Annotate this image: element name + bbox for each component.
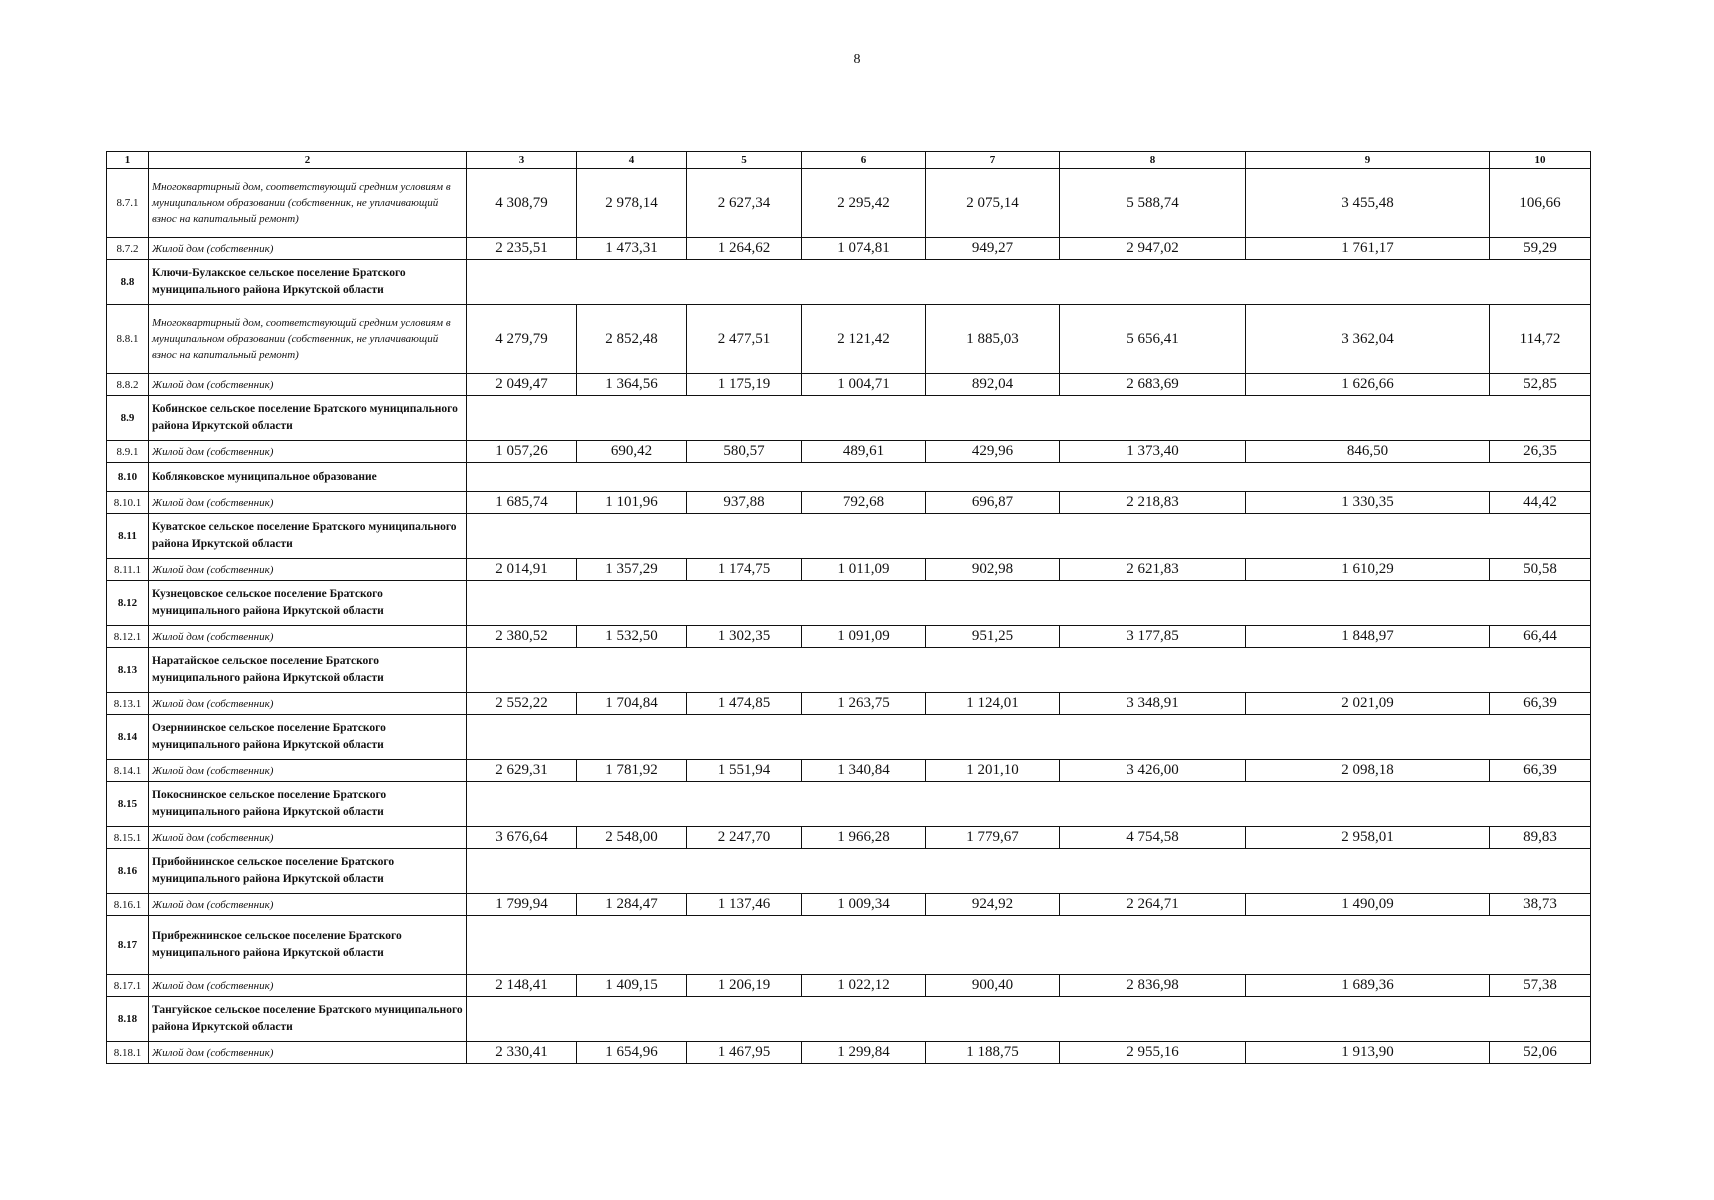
- value-cell-col-4: 1 364,56: [577, 374, 687, 396]
- value-cell-col-4: 1 532,50: [577, 626, 687, 648]
- table-row: [107, 693, 1591, 715]
- row-code: 8.18.1: [107, 1042, 149, 1064]
- municipality-fill: [467, 514, 1591, 559]
- row-code: 8.14: [107, 715, 149, 760]
- table-row: [107, 1042, 1591, 1064]
- value-cell-col-9: 2 958,01: [1246, 827, 1490, 849]
- value-cell-col-8: 5 588,74: [1060, 169, 1246, 238]
- value-cell-col-3: 2 380,52: [467, 626, 577, 648]
- value-cell-col-9: 2 098,18: [1246, 760, 1490, 782]
- tariff-table-container: [106, 151, 1590, 1064]
- row-description: Жилой дом (собственник): [149, 492, 467, 514]
- table-row: [107, 827, 1591, 849]
- value-cell-col-3: 3 676,64: [467, 827, 577, 849]
- value-cell-col-5: 1 474,85: [687, 693, 802, 715]
- header-cell-6: 6: [802, 152, 926, 169]
- value-cell-col-3: 2 148,41: [467, 975, 577, 997]
- value-cell-col-5: 1 264,62: [687, 238, 802, 260]
- header-cell-8: 8: [1060, 152, 1246, 169]
- value-cell-col-8: 2 947,02: [1060, 238, 1246, 260]
- value-cell-col-6: 1 091,09: [802, 626, 926, 648]
- row-description: Жилой дом (собственник): [149, 827, 467, 849]
- row-code: 8.16: [107, 849, 149, 894]
- municipality-name: Озерниинское сельское поселение Братского муниципального района Иркутской области: [149, 715, 467, 760]
- value-cell-col-9: 846,50: [1246, 441, 1490, 463]
- municipality-row: [107, 997, 1591, 1042]
- municipality-row: [107, 916, 1591, 975]
- row-code: 8.8.1: [107, 305, 149, 374]
- value-cell-col-4: 1 781,92: [577, 760, 687, 782]
- table-row: [107, 626, 1591, 648]
- value-cell-col-9: 3 455,48: [1246, 169, 1490, 238]
- row-code: 8.8: [107, 260, 149, 305]
- value-cell-col-3: 2 049,47: [467, 374, 577, 396]
- row-description: Многоквартирный дом, соответствующий средним условиям в муниципальном образовании (собственник, не уплачивающий взнос на капитальный ремонт): [149, 305, 467, 374]
- value-cell-col-3: 1 799,94: [467, 894, 577, 916]
- value-cell-col-3: 2 330,41: [467, 1042, 577, 1064]
- value-cell-col-4: 2 978,14: [577, 169, 687, 238]
- value-cell-col-5: 1 137,46: [687, 894, 802, 916]
- municipality-row: [107, 396, 1591, 441]
- row-code: 8.9: [107, 396, 149, 441]
- municipality-row: [107, 782, 1591, 827]
- header-row: [107, 152, 1591, 169]
- municipality-fill: [467, 463, 1591, 492]
- value-cell-col-10: 52,85: [1490, 374, 1591, 396]
- value-cell-col-10: 114,72: [1490, 305, 1591, 374]
- value-cell-col-9: 1 626,66: [1246, 374, 1490, 396]
- value-cell-col-6: 2 121,42: [802, 305, 926, 374]
- table-row: [107, 238, 1591, 260]
- value-cell-col-5: 937,88: [687, 492, 802, 514]
- value-cell-col-7: 1 201,10: [926, 760, 1060, 782]
- row-code: 8.15: [107, 782, 149, 827]
- value-cell-col-6: 1 299,84: [802, 1042, 926, 1064]
- header-cell-9: 9: [1246, 152, 1490, 169]
- value-cell-col-8: 2 955,16: [1060, 1042, 1246, 1064]
- municipality-name: Кузнецовское сельское поселение Братского муниципального района Иркутской области: [149, 581, 467, 626]
- value-cell-col-9: 1 913,90: [1246, 1042, 1490, 1064]
- value-cell-col-8: 2 683,69: [1060, 374, 1246, 396]
- municipality-name: Куватское сельское поселение Братского муниципального района Иркутской области: [149, 514, 467, 559]
- value-cell-col-4: 2 852,48: [577, 305, 687, 374]
- row-code: 8.18: [107, 997, 149, 1042]
- value-cell-col-7: 1 188,75: [926, 1042, 1060, 1064]
- row-code: 8.16.1: [107, 894, 149, 916]
- municipality-fill: [467, 715, 1591, 760]
- row-code: 8.13: [107, 648, 149, 693]
- row-description: Жилой дом (собственник): [149, 693, 467, 715]
- value-cell-col-3: 4 308,79: [467, 169, 577, 238]
- value-cell-col-4: 1 704,84: [577, 693, 687, 715]
- row-description: Жилой дом (собственник): [149, 374, 467, 396]
- value-cell-col-5: 1 467,95: [687, 1042, 802, 1064]
- table-body: [107, 152, 1591, 1064]
- municipality-fill: [467, 997, 1591, 1042]
- header-cell-3: 3: [467, 152, 577, 169]
- value-cell-col-6: 1 022,12: [802, 975, 926, 997]
- header-cell-2: 2: [149, 152, 467, 169]
- value-cell-col-6: 1 011,09: [802, 559, 926, 581]
- table-row: [107, 441, 1591, 463]
- value-cell-col-8: 2 621,83: [1060, 559, 1246, 581]
- value-cell-col-8: 1 373,40: [1060, 441, 1246, 463]
- municipality-name: Кобинское сельское поселение Братского муниципального района Иркутской области: [149, 396, 467, 441]
- municipality-row: [107, 260, 1591, 305]
- municipality-name: Прибрежнинское сельское поселение Братского муниципального района Иркутской области: [149, 916, 467, 975]
- row-description: Жилой дом (собственник): [149, 1042, 467, 1064]
- tariff-table: [106, 151, 1591, 1064]
- value-cell-col-10: 44,42: [1490, 492, 1591, 514]
- row-description: Жилой дом (собственник): [149, 441, 467, 463]
- value-cell-col-5: 1 174,75: [687, 559, 802, 581]
- municipality-row: [107, 715, 1591, 760]
- row-code: 8.10: [107, 463, 149, 492]
- value-cell-col-7: 924,92: [926, 894, 1060, 916]
- value-cell-col-7: 900,40: [926, 975, 1060, 997]
- row-code: 8.7.2: [107, 238, 149, 260]
- value-cell-col-5: 1 175,19: [687, 374, 802, 396]
- municipality-fill: [467, 396, 1591, 441]
- value-cell-col-9: 3 362,04: [1246, 305, 1490, 374]
- value-cell-col-10: 57,38: [1490, 975, 1591, 997]
- value-cell-col-8: 4 754,58: [1060, 827, 1246, 849]
- municipality-fill: [467, 916, 1591, 975]
- municipality-fill: [467, 581, 1591, 626]
- value-cell-col-10: 66,39: [1490, 760, 1591, 782]
- value-cell-col-10: 59,29: [1490, 238, 1591, 260]
- value-cell-col-5: 2 247,70: [687, 827, 802, 849]
- row-description: Жилой дом (собственник): [149, 559, 467, 581]
- value-cell-col-3: 2 629,31: [467, 760, 577, 782]
- value-cell-col-4: 2 548,00: [577, 827, 687, 849]
- value-cell-col-6: 2 295,42: [802, 169, 926, 238]
- municipality-fill: [467, 782, 1591, 827]
- table-row: [107, 374, 1591, 396]
- header-cell-10: 10: [1490, 152, 1591, 169]
- value-cell-col-7: 1 885,03: [926, 305, 1060, 374]
- value-cell-col-9: 1 761,17: [1246, 238, 1490, 260]
- municipality-row: [107, 514, 1591, 559]
- value-cell-col-4: 1 473,31: [577, 238, 687, 260]
- value-cell-col-8: 2 264,71: [1060, 894, 1246, 916]
- row-code: 8.14.1: [107, 760, 149, 782]
- municipality-name: Ключи-Булакское сельское поселение Братского муниципального района Иркутской области: [149, 260, 467, 305]
- value-cell-col-5: 2 627,34: [687, 169, 802, 238]
- municipality-name: Покоснинское сельское поселение Братского муниципального района Иркутской области: [149, 782, 467, 827]
- value-cell-col-9: 1 848,97: [1246, 626, 1490, 648]
- table-row: [107, 760, 1591, 782]
- header-cell-5: 5: [687, 152, 802, 169]
- value-cell-col-7: 429,96: [926, 441, 1060, 463]
- value-cell-col-10: 106,66: [1490, 169, 1591, 238]
- value-cell-col-6: 1 263,75: [802, 693, 926, 715]
- value-cell-col-9: 1 490,09: [1246, 894, 1490, 916]
- value-cell-col-9: 1 689,36: [1246, 975, 1490, 997]
- page-number: 8: [853, 52, 861, 67]
- value-cell-col-3: 2 235,51: [467, 238, 577, 260]
- value-cell-col-6: 1 009,34: [802, 894, 926, 916]
- value-cell-col-5: 2 477,51: [687, 305, 802, 374]
- value-cell-col-5: 1 302,35: [687, 626, 802, 648]
- value-cell-col-6: 792,68: [802, 492, 926, 514]
- value-cell-col-7: 951,25: [926, 626, 1060, 648]
- value-cell-col-8: 3 348,91: [1060, 693, 1246, 715]
- value-cell-col-6: 1 074,81: [802, 238, 926, 260]
- value-cell-col-9: 1 330,35: [1246, 492, 1490, 514]
- table-row: [107, 305, 1591, 374]
- municipality-fill: [467, 849, 1591, 894]
- value-cell-col-3: 2 552,22: [467, 693, 577, 715]
- row-code: 8.11.1: [107, 559, 149, 581]
- municipality-row: [107, 463, 1591, 492]
- value-cell-col-5: 580,57: [687, 441, 802, 463]
- row-code: 8.7.1: [107, 169, 149, 238]
- row-code: 8.13.1: [107, 693, 149, 715]
- value-cell-col-4: 690,42: [577, 441, 687, 463]
- row-code: 8.8.2: [107, 374, 149, 396]
- row-description: Многоквартирный дом, соответствующий средним условиям в муниципальном образовании (собственник, не уплачивающий взнос на капитальный ремонт): [149, 169, 467, 238]
- value-cell-col-8: 3 177,85: [1060, 626, 1246, 648]
- row-description: Жилой дом (собственник): [149, 760, 467, 782]
- value-cell-col-10: 50,58: [1490, 559, 1591, 581]
- row-code: 8.12: [107, 581, 149, 626]
- row-code: 8.9.1: [107, 441, 149, 463]
- row-code: 8.15.1: [107, 827, 149, 849]
- row-code: 8.17: [107, 916, 149, 975]
- value-cell-col-7: 2 075,14: [926, 169, 1060, 238]
- value-cell-col-7: 949,27: [926, 238, 1060, 260]
- row-code: 8.11: [107, 514, 149, 559]
- municipality-name: Прибойнинское сельское поселение Братского муниципального района Иркутской области: [149, 849, 467, 894]
- municipality-name: Кобляковское муниципальное образование: [149, 463, 467, 492]
- row-description: Жилой дом (собственник): [149, 238, 467, 260]
- value-cell-col-5: 1 551,94: [687, 760, 802, 782]
- value-cell-col-7: 696,87: [926, 492, 1060, 514]
- value-cell-col-4: 1 357,29: [577, 559, 687, 581]
- value-cell-col-10: 66,44: [1490, 626, 1591, 648]
- row-code: 8.17.1: [107, 975, 149, 997]
- value-cell-col-10: 38,73: [1490, 894, 1591, 916]
- table-row: [107, 559, 1591, 581]
- municipality-row: [107, 581, 1591, 626]
- municipality-fill: [467, 648, 1591, 693]
- value-cell-col-8: 2 218,83: [1060, 492, 1246, 514]
- table-row: [107, 169, 1591, 238]
- value-cell-col-10: 26,35: [1490, 441, 1591, 463]
- value-cell-col-3: 1 057,26: [467, 441, 577, 463]
- value-cell-col-7: 1 779,67: [926, 827, 1060, 849]
- value-cell-col-4: 1 101,96: [577, 492, 687, 514]
- value-cell-col-6: 1 004,71: [802, 374, 926, 396]
- value-cell-col-10: 89,83: [1490, 827, 1591, 849]
- value-cell-col-10: 66,39: [1490, 693, 1591, 715]
- municipality-name: Тангуйское сельское поселение Братского муниципального района Иркутской области: [149, 997, 467, 1042]
- value-cell-col-6: 1 966,28: [802, 827, 926, 849]
- value-cell-col-8: 5 656,41: [1060, 305, 1246, 374]
- value-cell-col-8: 3 426,00: [1060, 760, 1246, 782]
- value-cell-col-9: 1 610,29: [1246, 559, 1490, 581]
- value-cell-col-4: 1 284,47: [577, 894, 687, 916]
- header-cell-1: 1: [107, 152, 149, 169]
- value-cell-col-9: 2 021,09: [1246, 693, 1490, 715]
- value-cell-col-5: 1 206,19: [687, 975, 802, 997]
- value-cell-col-4: 1 654,96: [577, 1042, 687, 1064]
- value-cell-col-6: 1 340,84: [802, 760, 926, 782]
- row-description: Жилой дом (собственник): [149, 975, 467, 997]
- value-cell-col-4: 1 409,15: [577, 975, 687, 997]
- value-cell-col-8: 2 836,98: [1060, 975, 1246, 997]
- table-row: [107, 894, 1591, 916]
- municipality-name: Наратайское сельское поселение Братского муниципального района Иркутской области: [149, 648, 467, 693]
- row-description: Жилой дом (собственник): [149, 894, 467, 916]
- value-cell-col-7: 1 124,01: [926, 693, 1060, 715]
- table-row: [107, 975, 1591, 997]
- row-code: 8.10.1: [107, 492, 149, 514]
- value-cell-col-7: 902,98: [926, 559, 1060, 581]
- value-cell-col-3: 1 685,74: [467, 492, 577, 514]
- value-cell-col-6: 489,61: [802, 441, 926, 463]
- municipality-fill: [467, 260, 1591, 305]
- municipality-row: [107, 648, 1591, 693]
- table-row: [107, 492, 1591, 514]
- value-cell-col-10: 52,06: [1490, 1042, 1591, 1064]
- row-code: 8.12.1: [107, 626, 149, 648]
- value-cell-col-7: 892,04: [926, 374, 1060, 396]
- municipality-row: [107, 849, 1591, 894]
- row-description: Жилой дом (собственник): [149, 626, 467, 648]
- header-cell-7: 7: [926, 152, 1060, 169]
- header-cell-4: 4: [577, 152, 687, 169]
- value-cell-col-3: 2 014,91: [467, 559, 577, 581]
- value-cell-col-3: 4 279,79: [467, 305, 577, 374]
